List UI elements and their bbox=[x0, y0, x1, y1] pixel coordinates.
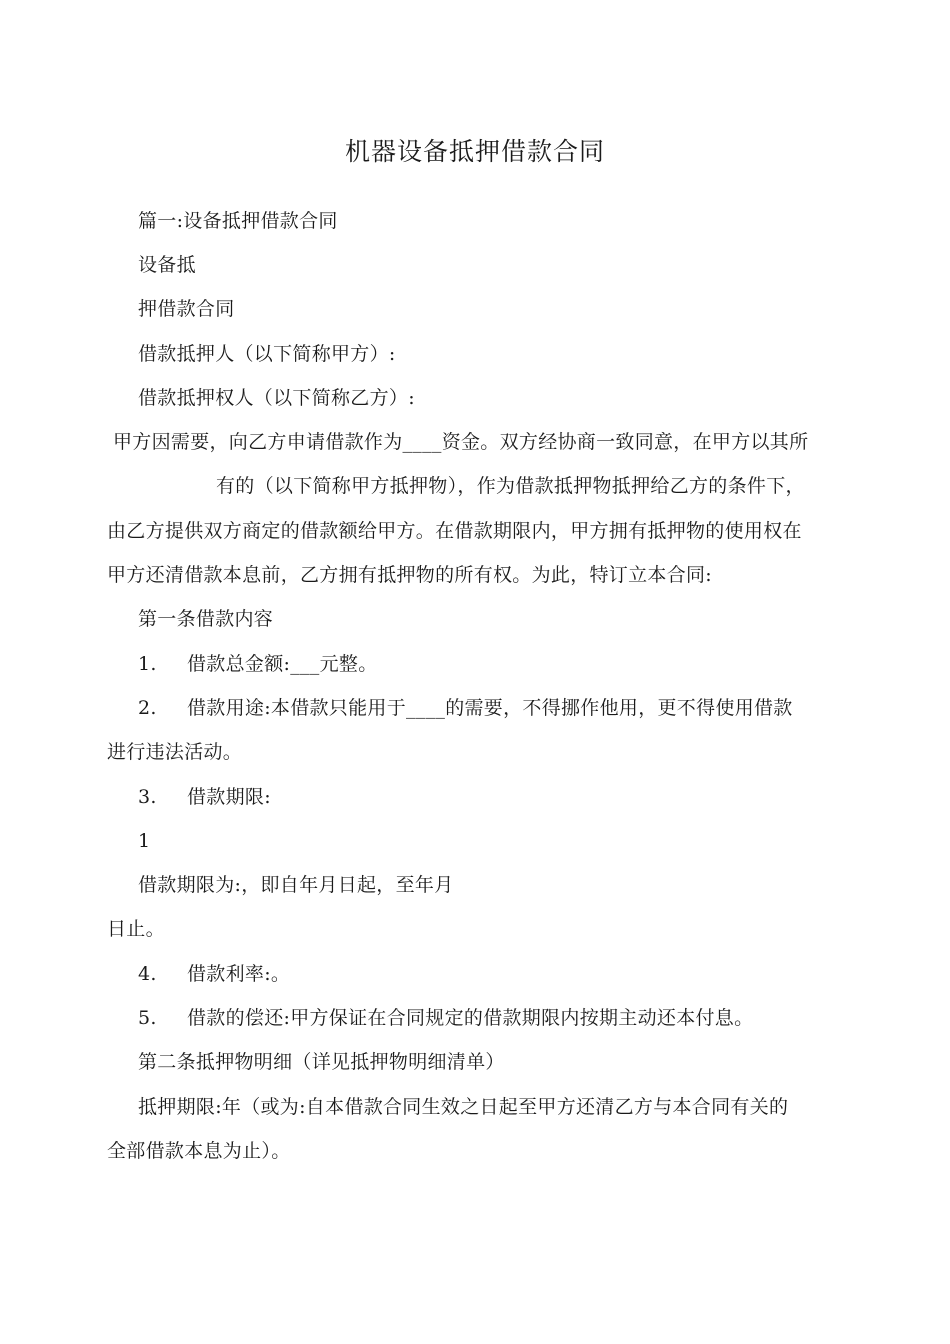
body-line: 抵押期限:年（或为:自本借款合同生效之日起至甲方还清乙方与本合同有关的 bbox=[138, 1096, 789, 1118]
list-item-number: 2. bbox=[138, 697, 157, 719]
list-item-number: 3. bbox=[138, 786, 157, 808]
list-item-text: 借款用途:本借款只能用于____的需要，不得挪作他用，更不得使用借款 bbox=[187, 697, 793, 719]
list-item bbox=[138, 694, 793, 722]
body-line: 1 bbox=[138, 830, 151, 852]
list-item bbox=[138, 650, 378, 678]
section-heading-part-one: 篇一:设备抵押借款合同 bbox=[138, 210, 338, 232]
list-item-text: 借款的偿还:甲方保证在合同规定的借款期限内按期主动还本付息。 bbox=[187, 1007, 754, 1029]
body-line: 甲方还清借款本息前，乙方拥有抵押物的所有权。为此，特订立本合同: bbox=[107, 564, 713, 586]
list-item-number: 1. bbox=[138, 653, 157, 675]
body-line: 借款期限为:，即自年月日起，至年月 bbox=[138, 874, 454, 896]
article-heading-2: 第二条抵押物明细（详见抵押物明细清单） bbox=[138, 1051, 505, 1073]
list-item bbox=[138, 1004, 753, 1032]
list-item-number: 4. bbox=[138, 963, 157, 985]
list-item-text: 借款总金额:___元整。 bbox=[187, 653, 378, 675]
body-line: 有的（以下简称甲方抵押物），作为借款抵押物抵押给乙方的条件下， bbox=[216, 475, 805, 497]
body-line: 押借款合同 bbox=[138, 298, 235, 320]
list-item-text: 借款利率:。 bbox=[187, 963, 291, 985]
list-item-number: 5. bbox=[138, 1007, 157, 1029]
body-line: 设备抵 bbox=[138, 254, 196, 276]
body-line: 日止。 bbox=[107, 918, 165, 940]
body-line: 由乙方提供双方商定的借款额给甲方。在借款期限内，甲方拥有抵押物的使用权在 bbox=[107, 520, 802, 542]
list-item bbox=[138, 960, 290, 988]
list-item-text: 借款期限: bbox=[187, 786, 271, 808]
body-line: 甲方因需要，向乙方申请借款作为____资金。双方经协商一致同意，在甲方以其所 bbox=[113, 431, 809, 453]
document-title: 机器设备抵押借款合同 bbox=[344, 137, 605, 166]
body-line: 进行违法活动。 bbox=[107, 741, 243, 763]
list-item bbox=[138, 783, 271, 811]
lender-line: 借款抵押权人（以下简称乙方）: bbox=[138, 387, 415, 409]
body-line: 全部借款本息为止）。 bbox=[107, 1140, 291, 1162]
borrower-line: 借款抵押人（以下简称甲方）: bbox=[138, 343, 396, 365]
article-heading-1: 第一条借款内容 bbox=[138, 608, 274, 630]
